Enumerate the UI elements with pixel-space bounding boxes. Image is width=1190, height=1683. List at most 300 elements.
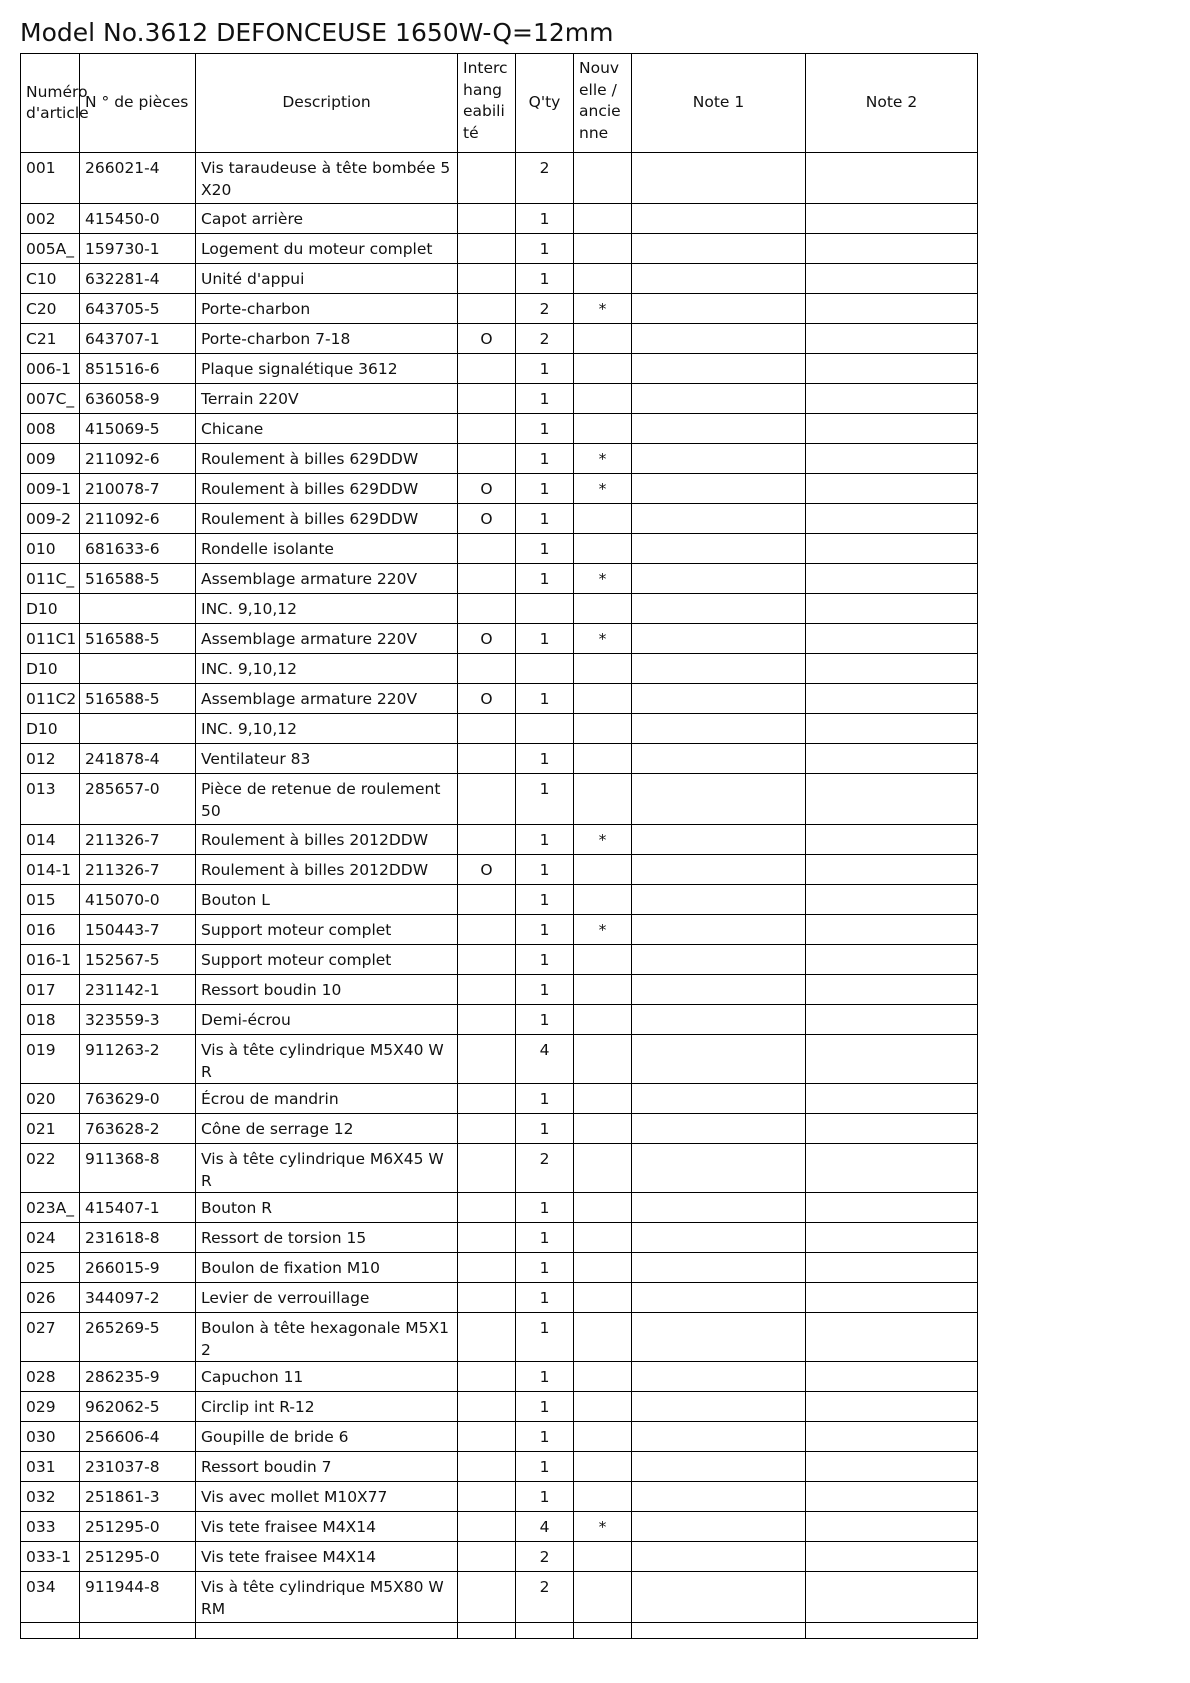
cell-qty: 1 xyxy=(516,1392,574,1422)
cell-note2 xyxy=(806,915,978,945)
cell-item-no: 026 xyxy=(21,1283,80,1313)
cell-description: Roulement à billes 2012DDW xyxy=(196,855,458,885)
cell-interchangeability xyxy=(458,564,516,594)
cell-item-no: 024 xyxy=(21,1223,80,1253)
cell-qty: 1 xyxy=(516,1313,574,1362)
cell-interchangeability xyxy=(458,1392,516,1422)
cell-qty: 2 xyxy=(516,153,574,204)
cell-item-no: 023A_ xyxy=(21,1193,80,1223)
cell-note2 xyxy=(806,975,978,1005)
cell-new-old xyxy=(574,1422,632,1452)
cell-note1 xyxy=(632,384,806,414)
cell-part-no: 211326-7 xyxy=(80,855,196,885)
cell-note1 xyxy=(632,1623,806,1639)
cell-new-old xyxy=(574,153,632,204)
cell-item-no: 002 xyxy=(21,204,80,234)
cell-interchangeability xyxy=(458,1035,516,1084)
cell-qty: 1 xyxy=(516,1253,574,1283)
cell-note1 xyxy=(632,1144,806,1193)
cell-new-old: * xyxy=(574,915,632,945)
cell-note2 xyxy=(806,234,978,264)
cell-interchangeability xyxy=(458,1144,516,1193)
cell-note1 xyxy=(632,1542,806,1572)
cell-qty: 1 xyxy=(516,744,574,774)
cell-interchangeability xyxy=(458,204,516,234)
cell-part-no: 266015-9 xyxy=(80,1253,196,1283)
table-row xyxy=(21,1452,978,1482)
cell-note1 xyxy=(632,855,806,885)
cell-part-no: 241878-4 xyxy=(80,744,196,774)
table-row xyxy=(21,1084,978,1114)
cell-note1 xyxy=(632,1114,806,1144)
cell-new-old xyxy=(574,414,632,444)
cell-note2 xyxy=(806,594,978,624)
cell-note1 xyxy=(632,1362,806,1392)
cell-item-no: 015 xyxy=(21,885,80,915)
cell-interchangeability xyxy=(458,825,516,855)
cell-note1 xyxy=(632,1005,806,1035)
cell-description: Boulon de fixation M10 xyxy=(196,1253,458,1283)
cell-part-no: 231142-1 xyxy=(80,975,196,1005)
cell-description: Assemblage armature 220V xyxy=(196,624,458,654)
cell-note2 xyxy=(806,1283,978,1313)
cell-item-no: C20 xyxy=(21,294,80,324)
cell-note1 xyxy=(632,564,806,594)
cell-item-no: 001 xyxy=(21,153,80,204)
cell-interchangeability xyxy=(458,234,516,264)
cell-description: Unité d'appui xyxy=(196,264,458,294)
cell-note2 xyxy=(806,264,978,294)
cell-interchangeability: O xyxy=(458,684,516,714)
cell-new-old xyxy=(574,264,632,294)
cell-interchangeability xyxy=(458,444,516,474)
cell-note1 xyxy=(632,594,806,624)
table-row xyxy=(21,594,978,624)
cell-description: Plaque signalétique 3612 xyxy=(196,354,458,384)
table-row xyxy=(21,1623,978,1639)
cell-item-no: 014 xyxy=(21,825,80,855)
cell-item-no: 025 xyxy=(21,1253,80,1283)
cell-new-old: * xyxy=(574,444,632,474)
cell-item-no: 016 xyxy=(21,915,80,945)
cell-description: Rondelle isolante xyxy=(196,534,458,564)
cell-item-no: 021 xyxy=(21,1114,80,1144)
table-row xyxy=(21,945,978,975)
table-row xyxy=(21,444,978,474)
cell-item-no: 033-1 xyxy=(21,1542,80,1572)
cell-note2 xyxy=(806,1542,978,1572)
table-row xyxy=(21,825,978,855)
table-row xyxy=(21,414,978,444)
cell-item-no: 009-2 xyxy=(21,504,80,534)
cell-interchangeability xyxy=(458,1572,516,1623)
cell-item-no: D10 xyxy=(21,654,80,684)
cell-part-no: 516588-5 xyxy=(80,564,196,594)
cell-note2 xyxy=(806,945,978,975)
cell-note2 xyxy=(806,354,978,384)
cell-part-no: 632281-4 xyxy=(80,264,196,294)
cell-note1 xyxy=(632,354,806,384)
cell-interchangeability: O xyxy=(458,474,516,504)
cell-new-old xyxy=(574,744,632,774)
page-title: Model No.3612 DEFONCEUSE 1650W-Q=12mm xyxy=(20,18,614,47)
cell-description: Demi-écrou xyxy=(196,1005,458,1035)
cell-description: Ressort boudin 10 xyxy=(196,975,458,1005)
cell-qty: 1 xyxy=(516,474,574,504)
cell-qty xyxy=(516,594,574,624)
cell-note1 xyxy=(632,654,806,684)
table-row xyxy=(21,1253,978,1283)
col-header-interchangeability: Interchangeabilité xyxy=(458,54,516,153)
cell-qty xyxy=(516,654,574,684)
cell-note2 xyxy=(806,564,978,594)
cell-part-no: 152567-5 xyxy=(80,945,196,975)
cell-note2 xyxy=(806,1482,978,1512)
cell-part-no: 231037-8 xyxy=(80,1452,196,1482)
cell-item-no: 028 xyxy=(21,1362,80,1392)
cell-part-no: 516588-5 xyxy=(80,624,196,654)
cell-new-old xyxy=(574,1283,632,1313)
cell-note1 xyxy=(632,1253,806,1283)
cell-part-no xyxy=(80,654,196,684)
cell-new-old: * xyxy=(574,825,632,855)
table-row xyxy=(21,294,978,324)
cell-note1 xyxy=(632,975,806,1005)
cell-interchangeability xyxy=(458,294,516,324)
cell-item-no: 013 xyxy=(21,774,80,825)
cell-new-old: * xyxy=(574,564,632,594)
cell-part-no: 516588-5 xyxy=(80,684,196,714)
table-body xyxy=(21,153,978,1639)
cell-note2 xyxy=(806,885,978,915)
cell-note2 xyxy=(806,714,978,744)
table-row xyxy=(21,474,978,504)
cell-description: Bouton R xyxy=(196,1193,458,1223)
cell-note1 xyxy=(632,474,806,504)
cell-note1 xyxy=(632,1193,806,1223)
cell-note2 xyxy=(806,414,978,444)
table-row xyxy=(21,975,978,1005)
cell-new-old xyxy=(574,384,632,414)
table-row xyxy=(21,1035,978,1084)
cell-part-no: 285657-0 xyxy=(80,774,196,825)
cell-qty: 2 xyxy=(516,1572,574,1623)
cell-new-old xyxy=(574,945,632,975)
cell-part-no xyxy=(80,1623,196,1639)
cell-qty xyxy=(516,1623,574,1639)
cell-new-old xyxy=(574,1193,632,1223)
cell-part-no: 636058-9 xyxy=(80,384,196,414)
cell-interchangeability xyxy=(458,1422,516,1452)
cell-qty: 1 xyxy=(516,774,574,825)
cell-description: Capot arrière xyxy=(196,204,458,234)
cell-description: Ressort de torsion 15 xyxy=(196,1223,458,1253)
cell-interchangeability xyxy=(458,1283,516,1313)
cell-note1 xyxy=(632,774,806,825)
cell-new-old xyxy=(574,324,632,354)
cell-description: INC. 9,10,12 xyxy=(196,594,458,624)
cell-new-old xyxy=(574,1223,632,1253)
cell-part-no: 911944-8 xyxy=(80,1572,196,1623)
cell-interchangeability xyxy=(458,975,516,1005)
cell-qty: 1 xyxy=(516,855,574,885)
cell-note1 xyxy=(632,264,806,294)
cell-part-no: 415450-0 xyxy=(80,204,196,234)
cell-note1 xyxy=(632,1572,806,1623)
cell-new-old: * xyxy=(574,294,632,324)
cell-note1 xyxy=(632,204,806,234)
cell-interchangeability xyxy=(458,1193,516,1223)
cell-interchangeability xyxy=(458,915,516,945)
cell-new-old xyxy=(574,354,632,384)
cell-note2 xyxy=(806,474,978,504)
cell-item-no: C10 xyxy=(21,264,80,294)
cell-note1 xyxy=(632,324,806,354)
cell-qty: 1 xyxy=(516,945,574,975)
table-row xyxy=(21,714,978,744)
cell-part-no: 286235-9 xyxy=(80,1362,196,1392)
cell-item-no xyxy=(21,1623,80,1639)
cell-description: Vis à tête cylindrique M6X45 WR xyxy=(196,1144,458,1193)
cell-new-old xyxy=(574,714,632,744)
cell-item-no: 012 xyxy=(21,744,80,774)
cell-description: Vis taraudeuse à tête bombée 5X20 xyxy=(196,153,458,204)
cell-note1 xyxy=(632,1035,806,1084)
cell-item-no: 016-1 xyxy=(21,945,80,975)
cell-qty: 1 xyxy=(516,975,574,1005)
cell-interchangeability xyxy=(458,1223,516,1253)
cell-part-no: 251295-0 xyxy=(80,1512,196,1542)
cell-description: Roulement à billes 629DDW xyxy=(196,474,458,504)
cell-description: Logement du moteur complet xyxy=(196,234,458,264)
table-row xyxy=(21,855,978,885)
cell-qty: 2 xyxy=(516,294,574,324)
cell-new-old xyxy=(574,654,632,684)
cell-note2 xyxy=(806,1223,978,1253)
cell-item-no: C21 xyxy=(21,324,80,354)
cell-description xyxy=(196,1623,458,1639)
table-row xyxy=(21,1283,978,1313)
cell-qty: 1 xyxy=(516,1452,574,1482)
cell-note1 xyxy=(632,684,806,714)
table-row xyxy=(21,744,978,774)
cell-description: Pièce de retenue de roulement 50 xyxy=(196,774,458,825)
cell-description: Boulon à tête hexagonale M5X12 xyxy=(196,1313,458,1362)
cell-note1 xyxy=(632,1084,806,1114)
cell-item-no: 031 xyxy=(21,1452,80,1482)
cell-note1 xyxy=(632,414,806,444)
cell-interchangeability xyxy=(458,1362,516,1392)
cell-item-no: 018 xyxy=(21,1005,80,1035)
cell-note1 xyxy=(632,624,806,654)
cell-note1 xyxy=(632,825,806,855)
cell-note2 xyxy=(806,1144,978,1193)
cell-note2 xyxy=(806,1362,978,1392)
cell-new-old xyxy=(574,975,632,1005)
cell-note2 xyxy=(806,744,978,774)
cell-description: Chicane xyxy=(196,414,458,444)
cell-part-no: 763628-2 xyxy=(80,1114,196,1144)
table-row xyxy=(21,885,978,915)
cell-note1 xyxy=(632,1313,806,1362)
cell-interchangeability xyxy=(458,1542,516,1572)
cell-item-no: 011C2 xyxy=(21,684,80,714)
cell-description: Porte-charbon xyxy=(196,294,458,324)
col-header-note1: Note 1 xyxy=(632,54,806,153)
table-row xyxy=(21,915,978,945)
cell-description: Levier de verrouillage xyxy=(196,1283,458,1313)
table-row xyxy=(21,1392,978,1422)
cell-qty: 1 xyxy=(516,1283,574,1313)
cell-part-no: 159730-1 xyxy=(80,234,196,264)
col-header-qty: Q'ty xyxy=(516,54,574,153)
cell-new-old xyxy=(574,1482,632,1512)
cell-description: Porte-charbon 7-18 xyxy=(196,324,458,354)
cell-description: Écrou de mandrin xyxy=(196,1084,458,1114)
cell-note1 xyxy=(632,534,806,564)
cell-interchangeability xyxy=(458,1005,516,1035)
cell-item-no: 007C_ xyxy=(21,384,80,414)
cell-note1 xyxy=(632,915,806,945)
cell-item-no: 009 xyxy=(21,444,80,474)
cell-description: Ventilateur 83 xyxy=(196,744,458,774)
cell-interchangeability xyxy=(458,1313,516,1362)
cell-qty: 4 xyxy=(516,1035,574,1084)
cell-qty: 4 xyxy=(516,1512,574,1542)
col-header-new-old: Nouvelle / ancienne xyxy=(574,54,632,153)
cell-note2 xyxy=(806,1623,978,1639)
col-header-item-no: Numéro d'article xyxy=(21,54,80,153)
cell-part-no: 911263-2 xyxy=(80,1035,196,1084)
cell-note1 xyxy=(632,234,806,264)
cell-part-no: 415407-1 xyxy=(80,1193,196,1223)
cell-qty: 1 xyxy=(516,1482,574,1512)
cell-part-no: 643707-1 xyxy=(80,324,196,354)
cell-note1 xyxy=(632,294,806,324)
cell-part-no: 962062-5 xyxy=(80,1392,196,1422)
cell-item-no: 005A_ xyxy=(21,234,80,264)
cell-part-no: 851516-6 xyxy=(80,354,196,384)
cell-interchangeability xyxy=(458,1452,516,1482)
cell-new-old xyxy=(574,234,632,264)
cell-note2 xyxy=(806,324,978,354)
cell-interchangeability xyxy=(458,354,516,384)
table-row xyxy=(21,384,978,414)
cell-note1 xyxy=(632,885,806,915)
cell-description: Support moteur complet xyxy=(196,915,458,945)
cell-note1 xyxy=(632,1482,806,1512)
cell-part-no: 231618-8 xyxy=(80,1223,196,1253)
cell-part-no: 763629-0 xyxy=(80,1084,196,1114)
cell-new-old xyxy=(574,684,632,714)
cell-item-no: D10 xyxy=(21,714,80,744)
cell-note2 xyxy=(806,204,978,234)
cell-note1 xyxy=(632,945,806,975)
cell-qty: 2 xyxy=(516,1542,574,1572)
cell-description: Ressort boudin 7 xyxy=(196,1452,458,1482)
cell-description: Cône de serrage 12 xyxy=(196,1114,458,1144)
cell-qty: 2 xyxy=(516,1144,574,1193)
table-row xyxy=(21,1422,978,1452)
cell-interchangeability xyxy=(458,1512,516,1542)
cell-item-no: 009-1 xyxy=(21,474,80,504)
cell-new-old xyxy=(574,1253,632,1283)
cell-interchangeability xyxy=(458,945,516,975)
table-row xyxy=(21,564,978,594)
cell-note1 xyxy=(632,1452,806,1482)
cell-item-no: 027 xyxy=(21,1313,80,1362)
cell-new-old xyxy=(574,1362,632,1392)
cell-part-no: 344097-2 xyxy=(80,1283,196,1313)
cell-item-no: 030 xyxy=(21,1422,80,1452)
cell-new-old xyxy=(574,534,632,564)
cell-note2 xyxy=(806,534,978,564)
cell-note1 xyxy=(632,1392,806,1422)
cell-note2 xyxy=(806,1005,978,1035)
cell-part-no: 150443-7 xyxy=(80,915,196,945)
cell-note1 xyxy=(632,1512,806,1542)
table-row xyxy=(21,1362,978,1392)
cell-new-old xyxy=(574,1392,632,1422)
cell-qty xyxy=(516,714,574,744)
cell-qty: 1 xyxy=(516,384,574,414)
cell-interchangeability xyxy=(458,534,516,564)
cell-item-no: 006-1 xyxy=(21,354,80,384)
cell-description: Bouton L xyxy=(196,885,458,915)
cell-qty: 1 xyxy=(516,684,574,714)
cell-note2 xyxy=(806,1572,978,1623)
cell-new-old: * xyxy=(574,474,632,504)
cell-note2 xyxy=(806,504,978,534)
table-row xyxy=(21,234,978,264)
cell-part-no: 211092-6 xyxy=(80,444,196,474)
cell-description: Roulement à billes 629DDW xyxy=(196,504,458,534)
col-header-note2: Note 2 xyxy=(806,54,978,153)
cell-note2 xyxy=(806,444,978,474)
cell-item-no: 029 xyxy=(21,1392,80,1422)
cell-new-old xyxy=(574,204,632,234)
cell-note2 xyxy=(806,1035,978,1084)
cell-item-no: 008 xyxy=(21,414,80,444)
cell-qty: 1 xyxy=(516,1193,574,1223)
cell-note2 xyxy=(806,825,978,855)
cell-qty: 1 xyxy=(516,885,574,915)
cell-description: Vis à tête cylindrique M5X40 WR xyxy=(196,1035,458,1084)
cell-part-no: 251295-0 xyxy=(80,1542,196,1572)
cell-note2 xyxy=(806,294,978,324)
cell-description: Roulement à billes 2012DDW xyxy=(196,825,458,855)
cell-new-old: * xyxy=(574,1512,632,1542)
cell-part-no: 210078-7 xyxy=(80,474,196,504)
cell-part-no: 251861-3 xyxy=(80,1482,196,1512)
cell-qty: 1 xyxy=(516,1223,574,1253)
cell-interchangeability xyxy=(458,744,516,774)
cell-description: INC. 9,10,12 xyxy=(196,654,458,684)
cell-interchangeability xyxy=(458,714,516,744)
cell-qty: 1 xyxy=(516,354,574,384)
cell-note2 xyxy=(806,1313,978,1362)
cell-description: Terrain 220V xyxy=(196,384,458,414)
cell-new-old xyxy=(574,1623,632,1639)
cell-part-no: 643705-5 xyxy=(80,294,196,324)
cell-description: Vis avec mollet M10X77 xyxy=(196,1482,458,1512)
cell-qty: 1 xyxy=(516,204,574,234)
cell-new-old xyxy=(574,1005,632,1035)
table-row xyxy=(21,354,978,384)
cell-note1 xyxy=(632,504,806,534)
cell-new-old xyxy=(574,1313,632,1362)
cell-note2 xyxy=(806,1452,978,1482)
